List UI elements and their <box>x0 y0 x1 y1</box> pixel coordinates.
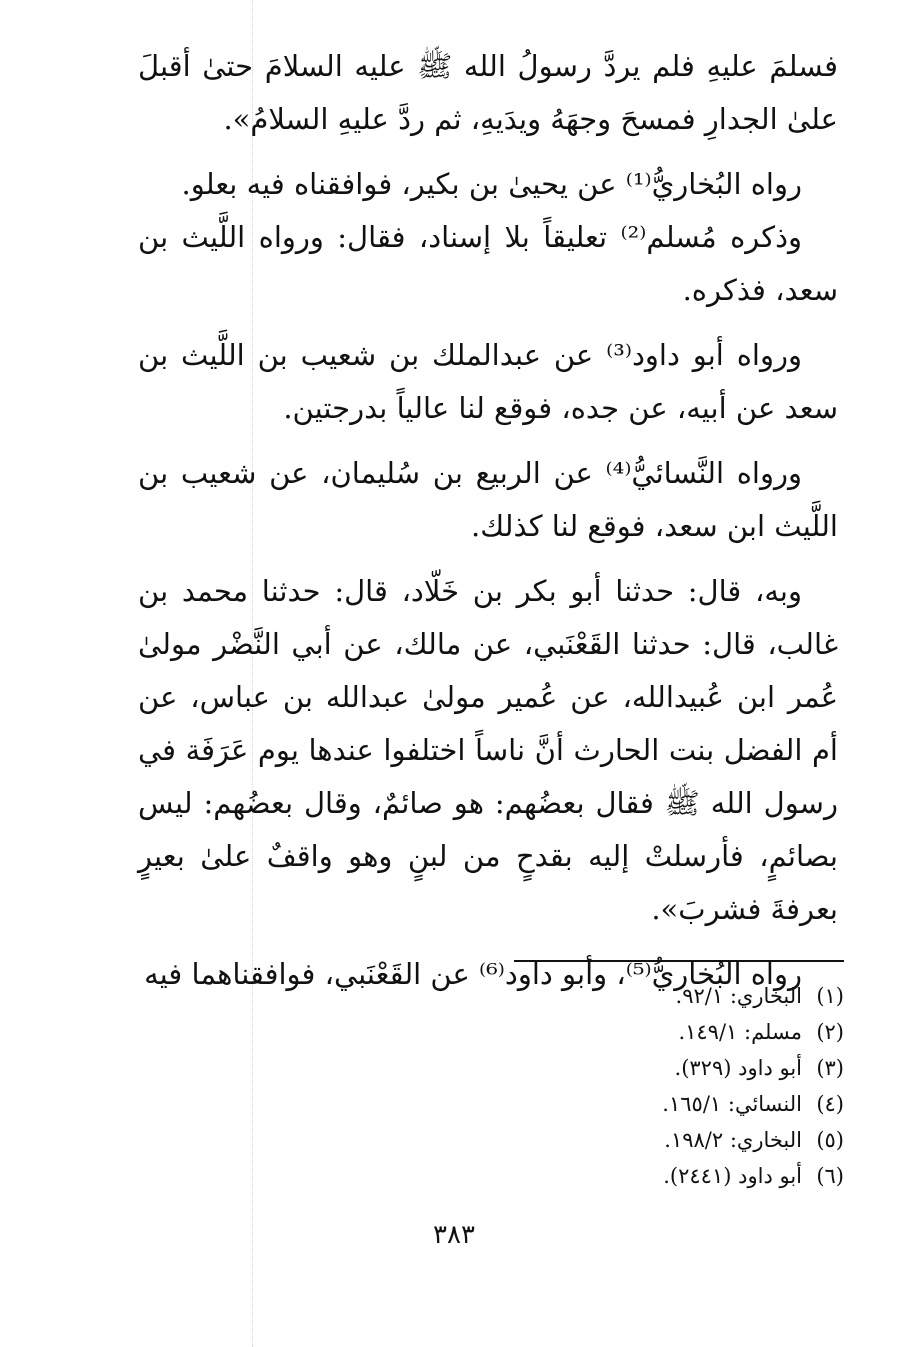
footnote-number: (٦) <box>816 1164 844 1188</box>
main-text <box>138 40 838 1013</box>
footnote-item <box>424 1158 844 1194</box>
footnote-text: النسائي: ١٦٥/١. <box>662 1092 802 1116</box>
paragraph-muslim-narration: وذكره مُسلم⁽²⁾ تعليقاً بلا إسناد، فقال: ورواه اللَّيث بن سعد، فذكره. <box>138 220 838 307</box>
paragraph-nasai-narration: ورواه النَّسائيُّ⁽⁴⁾ عن الربيع بن سُليمان، عن شعيب بن اللَّيث ابن سعد، فوقع لنا كذلك. <box>138 456 838 543</box>
footnote-number: (٤) <box>816 1092 844 1116</box>
footnote-number: (٢) <box>816 1020 844 1044</box>
footnote-number: (٥) <box>816 1128 844 1152</box>
footnote-text: البخاري: ٩٢/١. <box>675 984 802 1008</box>
footnote-text: أبو داود (٢٤٤١). <box>663 1164 802 1188</box>
footnote-item <box>424 1050 844 1086</box>
footnote-text: البخاري: ١٩٨/٢. <box>664 1128 802 1152</box>
footnote-item <box>424 1122 844 1158</box>
footnote-item <box>424 978 844 1014</box>
footnote-number: (١) <box>816 984 844 1008</box>
paragraph-bukhari-narration: رواه البُخاريُّ⁽¹⁾ عن يحيىٰ بن بكير، فوافقناه فيه بعلو. <box>181 167 802 201</box>
footnotes <box>424 978 844 1194</box>
footnote-item <box>424 1014 844 1050</box>
footnote-text: مسلم: ١٤٩/١. <box>678 1020 802 1044</box>
footnote-divider <box>514 960 844 962</box>
paragraph-hadith-end: فسلمَ عليهِ فلم يردَّ رسولُ الله ﷺ عليه السلامَ حتىٰ أقبلَ علىٰ الجدارِ فمسحَ وجهَهُ ويدَيهِ، ثم ردَّ عليهِ السلامُ». <box>138 49 838 136</box>
footnote-text: أبو داود (٣٢٩). <box>674 1056 802 1080</box>
paragraph-bukhari-abu-dawud: رواه البُخاريُّ⁽⁵⁾، وأبو داود⁽⁶⁾ عن القَعْنَبي، فوافقناهما فيه <box>144 957 802 991</box>
footnote-item <box>424 1086 844 1122</box>
paragraph-hadith-umm-fadl: وبه، قال: حدثنا أبو بكر بن خَلّاد، قال: حدثنا محمد بن غالب، قال: حدثنا القَعْنَبي، عن مالك، عن أبي النَّضْر مولىٰ عُمر ابن عُبيدالله، عن عُمير مولىٰ عبدالله بن عباس، عن أم الفضل بنت الحارث أنَّ ناساً اختلفوا عندها يوم عَرَفَة في رسول الله ﷺ فقال بعضُهم: هو صائمٌ، وقال بعضُهم: ليس بصائمٍ، فأرسلتْ إليه بقدحٍ من لبنٍ وهو واقفٌ علىٰ بعيرٍ بعرفةَ فشربَ». <box>138 574 838 926</box>
paragraph-abu-dawud-narration: ورواه أبو داود⁽³⁾ عن عبدالملك بن شعيب بن اللَّيث بن سعد عن أبيه، عن جده، فوقع لنا عالياً بدرجتين. <box>138 338 838 425</box>
page-number: ٣٨٣ <box>433 1220 475 1250</box>
footnote-number: (٣) <box>816 1056 844 1080</box>
